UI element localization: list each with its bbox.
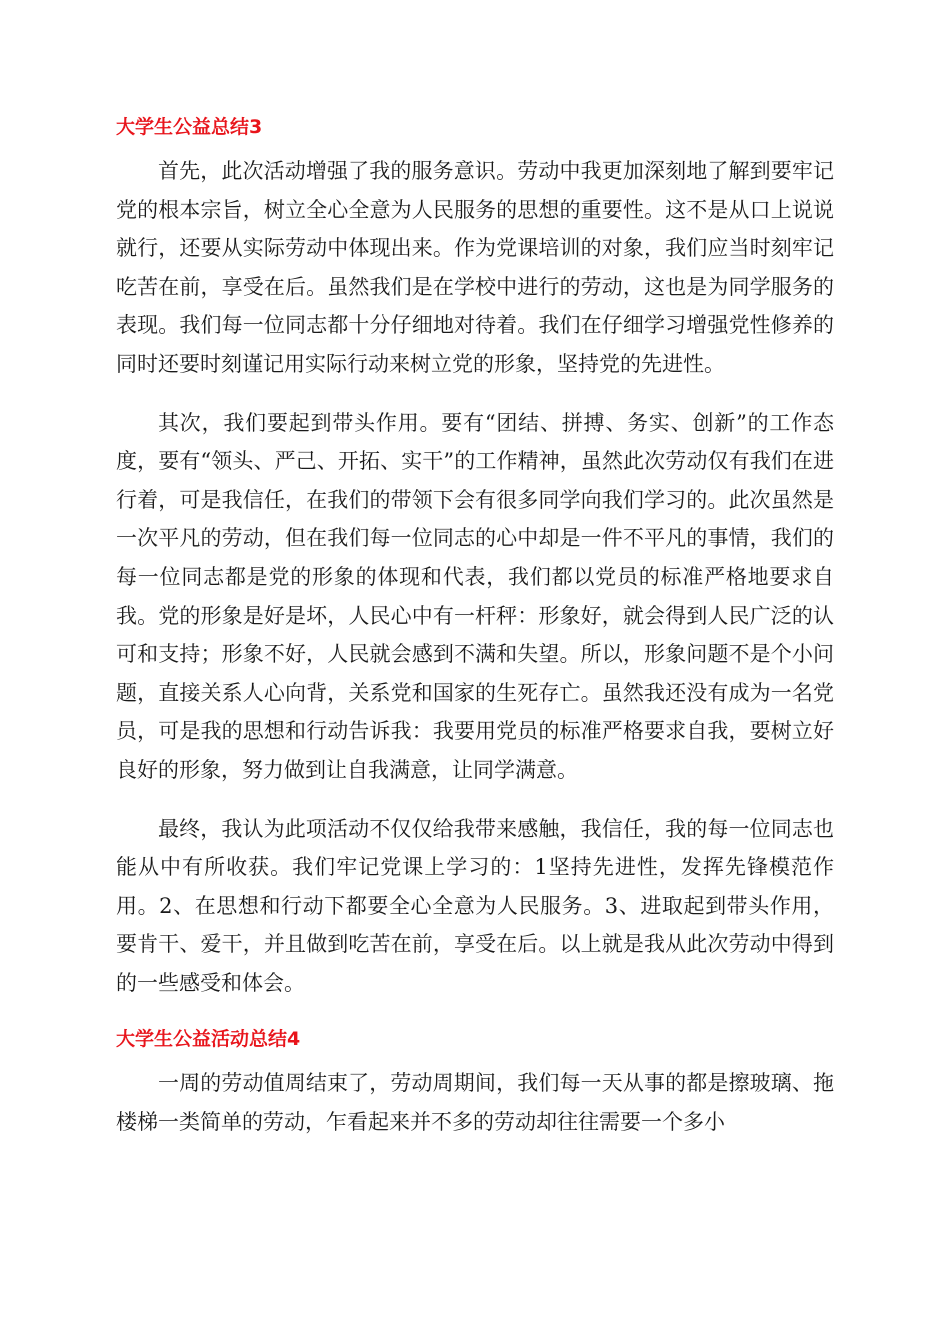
paragraph: 一周的劳动值周结束了，劳动周期间，我们每一天从事的都是擦玻璃、拖楼梯一类简单的劳动，乍看起来并不多的劳动却往往需要一个多小 [116, 1071, 834, 1135]
paragraph: 最终，我认为此项活动不仅仅给我带来感触，我信任，我的每一位同志也能从中有所收获。我们牢记党课上学习的：1坚持先进性，发挥先锋模范作用。2、在思想和行动下都要全心全意为人民服务。3、进取起到带头作用，要肯干、爱干，并且做到吃苦在前，享受在后。以上就是我从此次劳动中得到的一些感受和体会。 [116, 816, 834, 995]
paragraph: 首先，此次活动增强了我的服务意识。劳动中我更加深刻地了解到要牢记党的根本宗旨，树立全心全意为人民服务的思想的重要性。这不是从口上说说就行，还要从实际劳动中体现出来。作为党课培训的对象，我们应当时刻牢记吃苦在前，享受在后。虽然我们是在学校中进行的劳动，这也是为同学服务的表现。我们每一位同志都十分仔细地对待着。我们在仔细学习增强党性修养的同时还要时刻谨记用实际行动来树立党的形象，坚持党的先进性。 [116, 159, 834, 376]
document-body [116, 110, 834, 1142]
section-heading-4: 大学生公益活动总结4 [116, 1028, 301, 1051]
paragraph: 其次，我们要起到带头作用。要有“团结、拼搏、务实、创新”的工作态度，要有“领头、严己、开拓、实干”的工作精神，虽然此次劳动仅有我们在进行着，可是我信任，在我们的带领下会有很多同学向我们学习的。此次虽然是一次平凡的劳动，但在我们每一位同志的心中却是一件不平凡的事情，我们的每一位同志都是党的形象的体现和代表，我们都以党员的标准严格地要求自我。党的形象是好是坏，人民心中有一杆秤：形象好，就会得到人民广泛的认可和支持；形象不好，人民就会感到不满和失望。所以，形象问题不是个小问题，直接关系人心向背，关系党和国家的生死存亡。虽然我还没有成为一名党员，可是我的思想和行动告诉我：我要用党员的标准严格要求自我，要树立好良好的形象，努力做到让自我满意，让同学满意。 [116, 410, 834, 782]
section-heading-3: 大学生公益总结3 [116, 116, 263, 138]
